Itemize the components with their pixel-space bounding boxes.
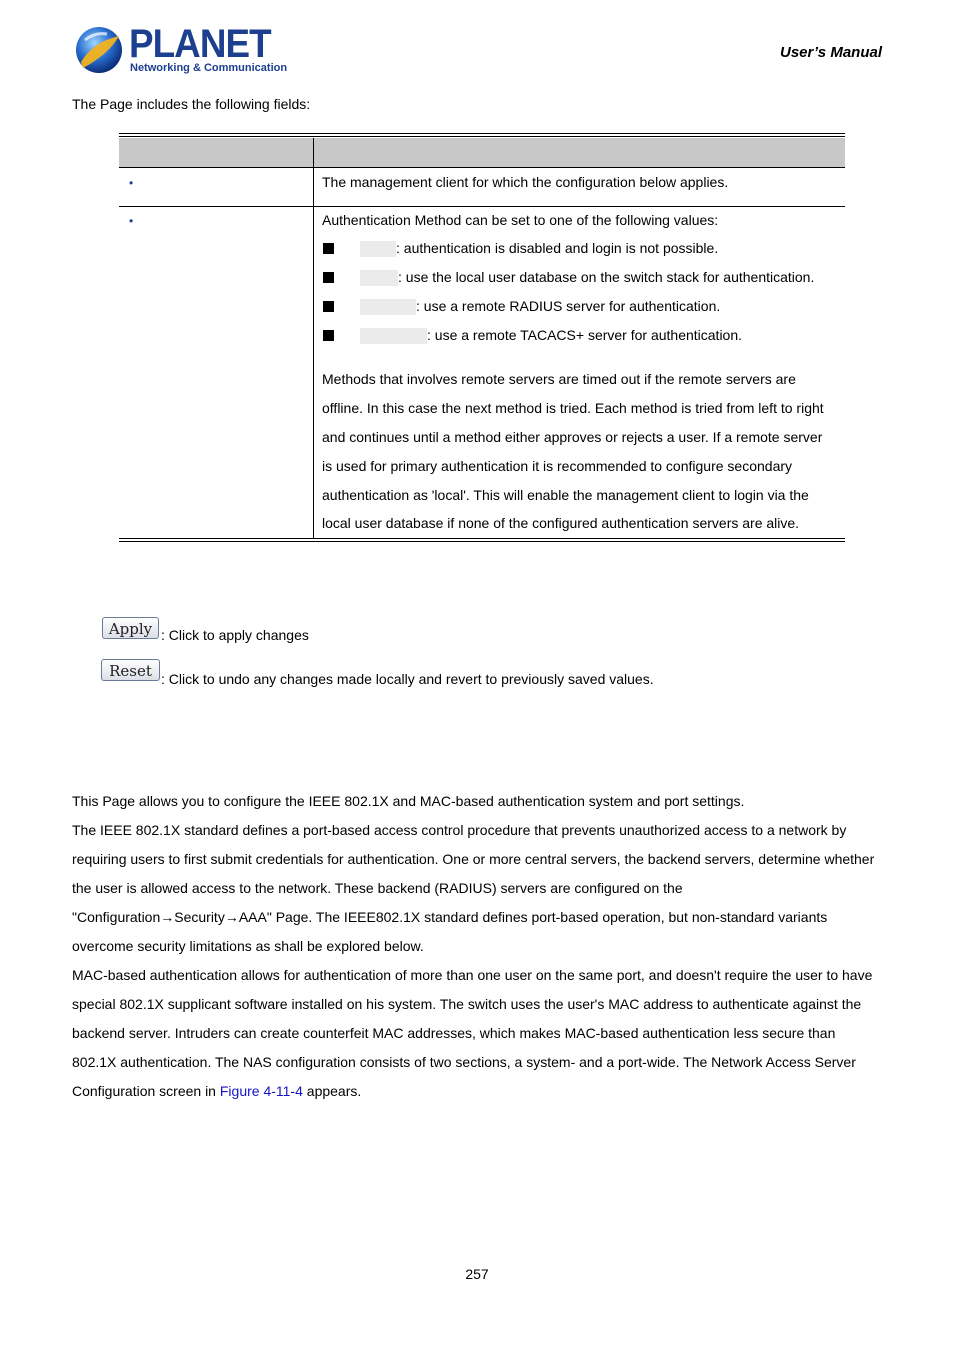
option-local: : use the local user database on the switch stack for authentication. [398,269,815,285]
paragraph-mac-auth [72,961,882,1106]
apply-button[interactable]: Apply [102,617,159,639]
paragraph-mac-auth-text: MAC-based authentication allows for authentication of more than one user on the same port, and doesn't require the user to have special 802.1X supplicant software installed on his system. The switch uses the user's MAC address to authenticate against the backend server. Intruders can create counterfeit MAC addresses, which makes MAC-based authentication less secure than 802.1X authentication. The NAS configuration consists of two sections, a system- and a port-wide. The Network Access Server Configuration screen in [72,967,873,1099]
fields-table [119,133,845,543]
row-bullet: • [129,214,134,228]
globe-icon [73,24,125,76]
option-value-field [360,299,416,315]
note-line: is used for primary authentication it is recommended to configure secondary [322,458,793,474]
row-description: The management client for which the configuration below applies. [322,174,729,190]
paragraph-intro: This Page allows you to configure the IEEE 802.1X and MAC-based authentication system and port settings. [72,793,745,809]
reset-button[interactable]: Reset [101,659,160,681]
option-value-field [360,270,398,286]
table-bottom-rule-outer [119,541,845,542]
apply-description: : Click to apply changes [161,627,309,643]
brand-tagline: Networking & Communication [130,62,288,74]
table-header-row [119,138,845,167]
note-line: offline. In this case the next method is tried. Each method is tried from left to right [322,400,824,416]
table-top-rule-inner [119,136,845,137]
note-line: local user database if none of the configured authentication servers are alive. [322,515,800,531]
note-line: authentication as 'local'. This will enable the management client to login via the [322,487,809,503]
brand-name: PLANET [129,22,271,66]
figure-link[interactable]: Figure 4-11-4 [219,1083,303,1099]
option-bullet-square [323,301,334,312]
note-line: and continues until a method either approves or rejects a user. If a remote server [322,429,823,445]
planet-logo [73,22,288,78]
option-tacacs: : use a remote TACACS+ server for authentication. [427,327,743,343]
note-line: Methods that involves remote servers are timed out if the remote servers are [322,371,796,387]
body-text [72,787,882,1106]
option-bullet-square [323,243,334,254]
paragraph-mac-auth-end: appears. [302,1083,362,1099]
option-radius: : use a remote RADIUS server for authentication. [416,298,721,314]
option-value-field [360,328,427,344]
column-divider [313,138,314,539]
option-no: : authentication is disabled and login is not possible. [396,240,719,256]
option-value-field [360,241,396,257]
reset-description: : Click to undo any changes made locally and revert to previously saved values. [161,671,654,687]
option-bullet-square [323,330,334,341]
table-top-rule [119,133,845,134]
auth-method-lead: Authentication Method can be set to one of the following values: [322,212,719,228]
paragraph-8021x: The IEEE 802.1X standard defines a port-based access control procedure that prevents unauthorized access to a network by requiring users to first submit credentials for authentication. One or more central servers, the backend servers, determine whether the user is allowed access to the network. These backend (RADIUS) servers are configured on the "Configuration→Security→AAA" Page. The IEEE802.1X standard defines port-based operation, but non-standard variants overcome security limitations as shall be explored below. [72,822,875,954]
manual-title: User’s Manual [780,44,882,61]
table-bottom-rule [119,538,845,539]
page-number: 257 [465,1266,489,1282]
row-bullet: • [129,176,134,190]
option-bullet-square [323,272,334,283]
intro-text: The Page includes the following fields: [72,96,311,112]
